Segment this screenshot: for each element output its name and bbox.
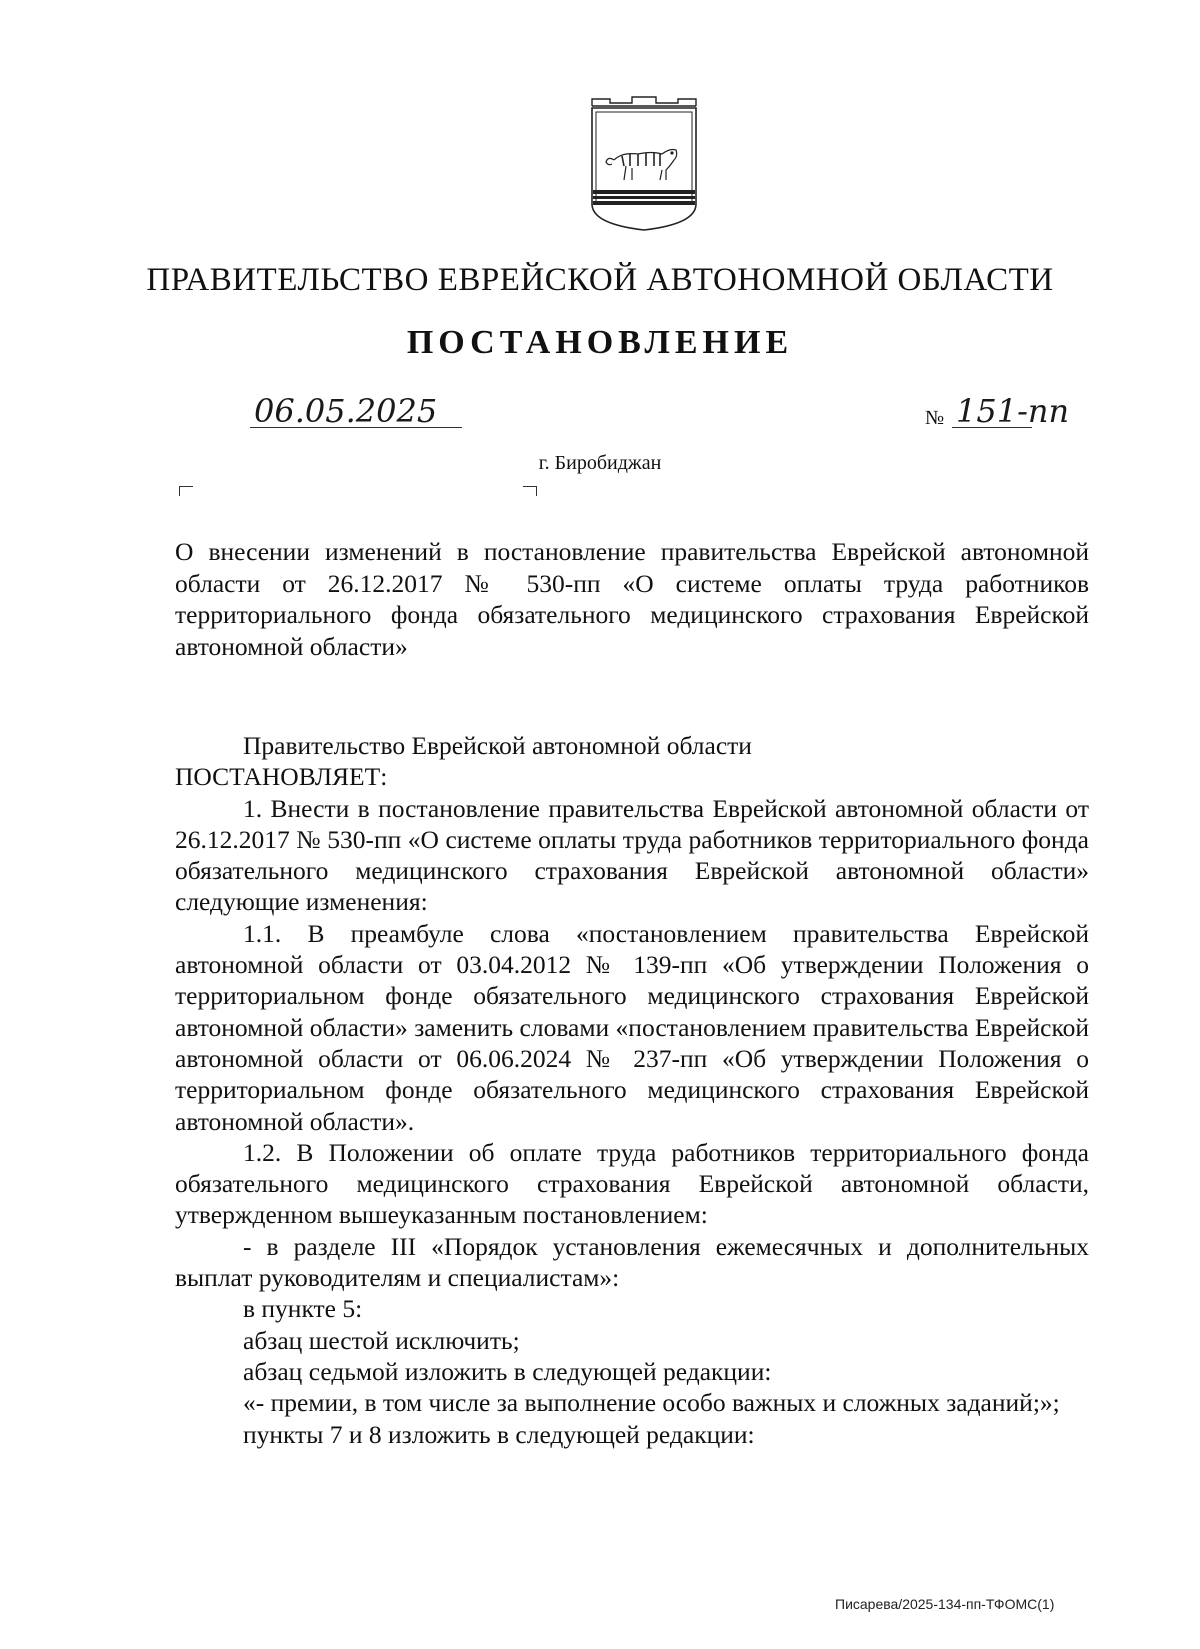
- body-paragraph: в пункте 5:: [243, 1294, 363, 1324]
- document-body: [175, 730, 1089, 1450]
- shield-outline-icon: [592, 108, 696, 230]
- body-paragraph: 1.2. В Положении об оплате труда работников территориального фонда обязательного медицинского страхования Еврейской автономной области, утвержденном вышеуказанным постановлением:: [175, 1137, 1089, 1230]
- body-paragraph: 1.1. В преамбуле слова «постановлением правительства Еврейской автономной области от 03.04.2012 № 139-пп «Об утверждении Положения о территориальном фонде обязательного медицинского страхования Еврейской автономной области» заменить словами «постановлением правительства Еврейской автономной области от 06.06.2024 № 237-пп «Об утверждении Положения о территориальном фонде обязательного медицинского страхования Еврейской автономной области».: [175, 918, 1089, 1136]
- date-underline: [250, 427, 462, 428]
- subject-bracket-left: [179, 486, 193, 496]
- footer-reference: Писарева/2025-134-пп-ТФОМС(1): [835, 1596, 1055, 1612]
- body-paragraph: абзац шестой исключить;: [243, 1325, 520, 1355]
- stripes-icon: [593, 190, 695, 205]
- document-date: 06.05.2025: [254, 392, 438, 430]
- number-underline: [952, 427, 1032, 428]
- coat-of-arms-emblem: [586, 96, 702, 232]
- body-paragraph: «- премии, в том числе за выполнение особо важных и сложных заданий;»;: [243, 1388, 1060, 1418]
- document-number: 151-пп: [956, 392, 1070, 430]
- crown-icon: [592, 97, 696, 106]
- tiger-icon: [606, 150, 677, 181]
- government-title: ПРАВИТЕЛЬСТВО ЕВРЕЙСКОЙ АВТОНОМНОЙ ОБЛАСТИ: [146, 262, 1054, 298]
- body-paragraph: абзац седьмой изложить в следующей редакции:: [243, 1356, 772, 1386]
- body-paragraph: пункты 7 и 8 изложить в следующей редакции:: [243, 1419, 755, 1449]
- body-decree: ПОСТАНОВЛЯЕТ:: [175, 762, 388, 792]
- body-paragraph: 1. Внести в постановление правительства Еврейской автономной области от 26.12.2017 № 530-пп «О системе оплаты труда работников территориального фонда обязательного медицинского страхования Еврейской автономной области» следующие изменения:: [175, 793, 1089, 917]
- subject-bracket-right: [523, 486, 537, 496]
- city-label: г. Биробиджан: [538, 452, 662, 474]
- document-type-title: ПОСТАНОВЛЕНИЕ: [406, 324, 794, 361]
- body-intro: Правительство Еврейской автономной области: [243, 731, 752, 760]
- document-subject: О внесении изменений в постановление правительства Еврейской автономной области от 26.12.2017 № 530-пп «О системе оплаты труда работников территориального фонда обязательного медицинского страхования Еврейской автономной области»: [175, 537, 1089, 661]
- number-label: №: [925, 407, 945, 429]
- body-paragraph: - в разделе III «Порядок установления ежемесячных и дополнительных выплат руководителям и специалистам»:: [175, 1231, 1089, 1293]
